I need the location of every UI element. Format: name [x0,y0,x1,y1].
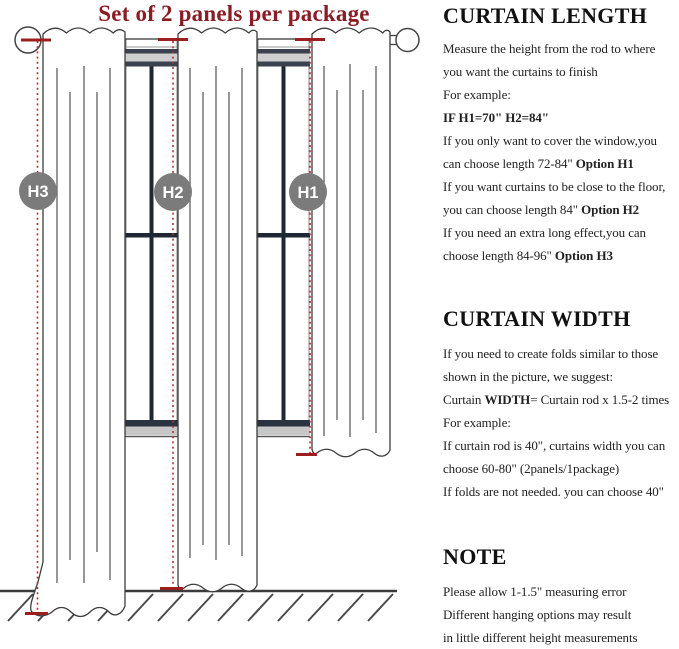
text-line: in little different height measurements [443,630,638,645]
h2-label: H2 [162,183,184,202]
section-curtain-length [443,0,679,267]
text-line: shown in the picture, we suggest: [443,369,614,384]
text-line: Please allow 1-1.5" measuring error [443,584,627,599]
text-line: can choose length 72-84" Option H1 [443,156,634,171]
text-line: If you need to create folds similar to those [443,346,659,361]
h1-label: H1 [297,183,319,202]
text-line: If folds are not needed. you can choose 40" [443,484,664,499]
info-panel [443,0,679,649]
text-line: Curtain WIDTH= Curtain rod x 1.5-2 times [443,392,670,407]
text-line: For example: [443,415,511,430]
diagram-title: Set of 2 panels per package [98,1,370,26]
curtain-panel-h3 [31,28,125,617]
curtain-panel-h1 [312,28,390,457]
section-heading: NOTE [443,544,507,569]
h3-label: H3 [27,182,49,201]
text-line: If you want curtains to be close to the floor, [443,179,666,194]
text-line: choose 60-80" (2panels/1package) [443,461,620,476]
section-heading: CURTAIN WIDTH [443,306,631,331]
h1-measurement-badge [289,173,327,211]
window-slice-right [257,39,310,437]
text-line: choose length 84-96" Option H3 [443,248,613,263]
window-slice-left [125,39,178,437]
text-line: For example: [443,87,511,102]
rod-finial-right [389,29,419,52]
text-line: Measure the height from the rod to where [443,41,656,56]
section-note [443,541,679,649]
text-line: If you need an extra long effect,you can [443,225,646,240]
text-line: If curtain rod is 40", curtains width you can [443,438,666,453]
text-line: If you only want to cover the window,you [443,133,657,148]
text-line: you want the curtains to finish [443,64,598,79]
h2-measurement-badge [154,173,192,211]
section-curtain-width [443,303,679,503]
text-line: you can choose length 84" Option H2 [443,202,640,217]
section-heading: CURTAIN LENGTH [443,3,648,28]
text-line: Different hanging options may result [443,607,632,622]
text-line: IF H1=70" H2=84" [443,110,549,125]
h3-measurement-badge [19,172,57,210]
curtain-panel-h2 [178,28,257,592]
